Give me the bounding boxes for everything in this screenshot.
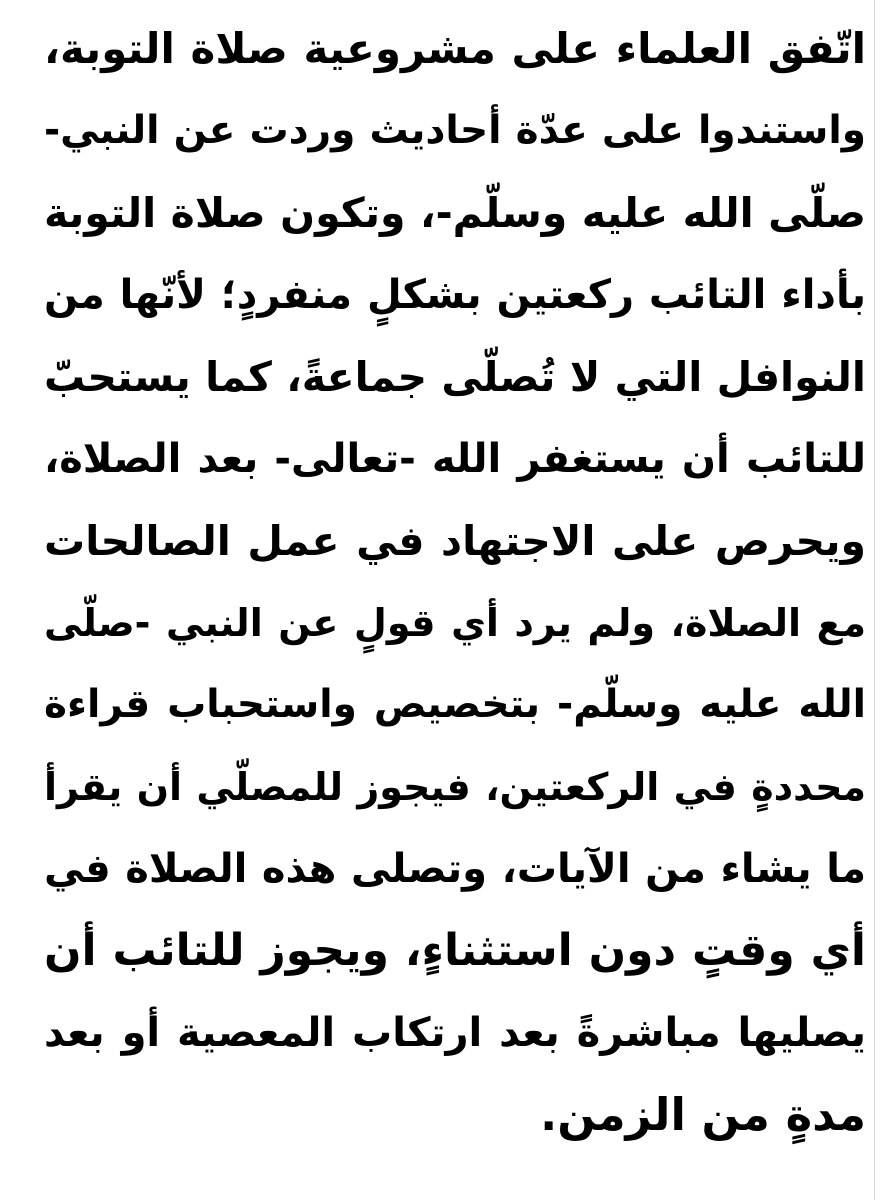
paragraph-line-6: للتائب أن يستغفر الله -تعالى- بعد الصلاة، (44, 436, 866, 482)
paragraph-line-1: اتّفق العلماء على مشروعية صلاة التوبة، (44, 24, 866, 73)
paragraph-line-5: النوافل التي لا تُصلّى جماعةً، كما يستحبّ (44, 353, 866, 401)
paragraph-line-10: محددةٍ في الركعتين، فيجوز للمصلّي أن يقرأ (44, 765, 866, 809)
arabic-paragraph (44, 8, 866, 1156)
paragraph-line-12: أي وقتٍ دون استثناءٍ، ويجوز للتائب أن (44, 925, 866, 976)
paragraph-line-11: ما يشاء من الآيات، وتصلى هذه الصلاة في (44, 846, 866, 892)
paragraph-line-9: الله عليه وسلّم- بتخصيص واستحباب قراءة (44, 682, 866, 727)
paragraph-line-4: بأداء التائب ركعتين بشكلٍ منفردٍ؛ لأنّها من (44, 272, 866, 318)
paragraph-line-14: مدةٍ من الزمن. (540, 1088, 866, 1141)
paragraph-line-13: يصليها مباشرةً بعد ارتكاب المعصية أو بعد (44, 1010, 866, 1056)
paragraph-line-8: مع الصلاة، ولم يرد أي قولٍ عن النبي -صلّى (44, 601, 866, 645)
paragraph-line-7: ويحرص على الاجتهاد في عمل الصالحات (44, 517, 866, 565)
paragraph-line-3: صلّى الله عليه وسلّم-، وتكون صلاة التوبة (44, 189, 866, 237)
page-edge-divider (874, 0, 875, 1200)
paragraph-line-2: واستندوا على عدّة أحاديث وردت عن النبي- (44, 108, 866, 153)
